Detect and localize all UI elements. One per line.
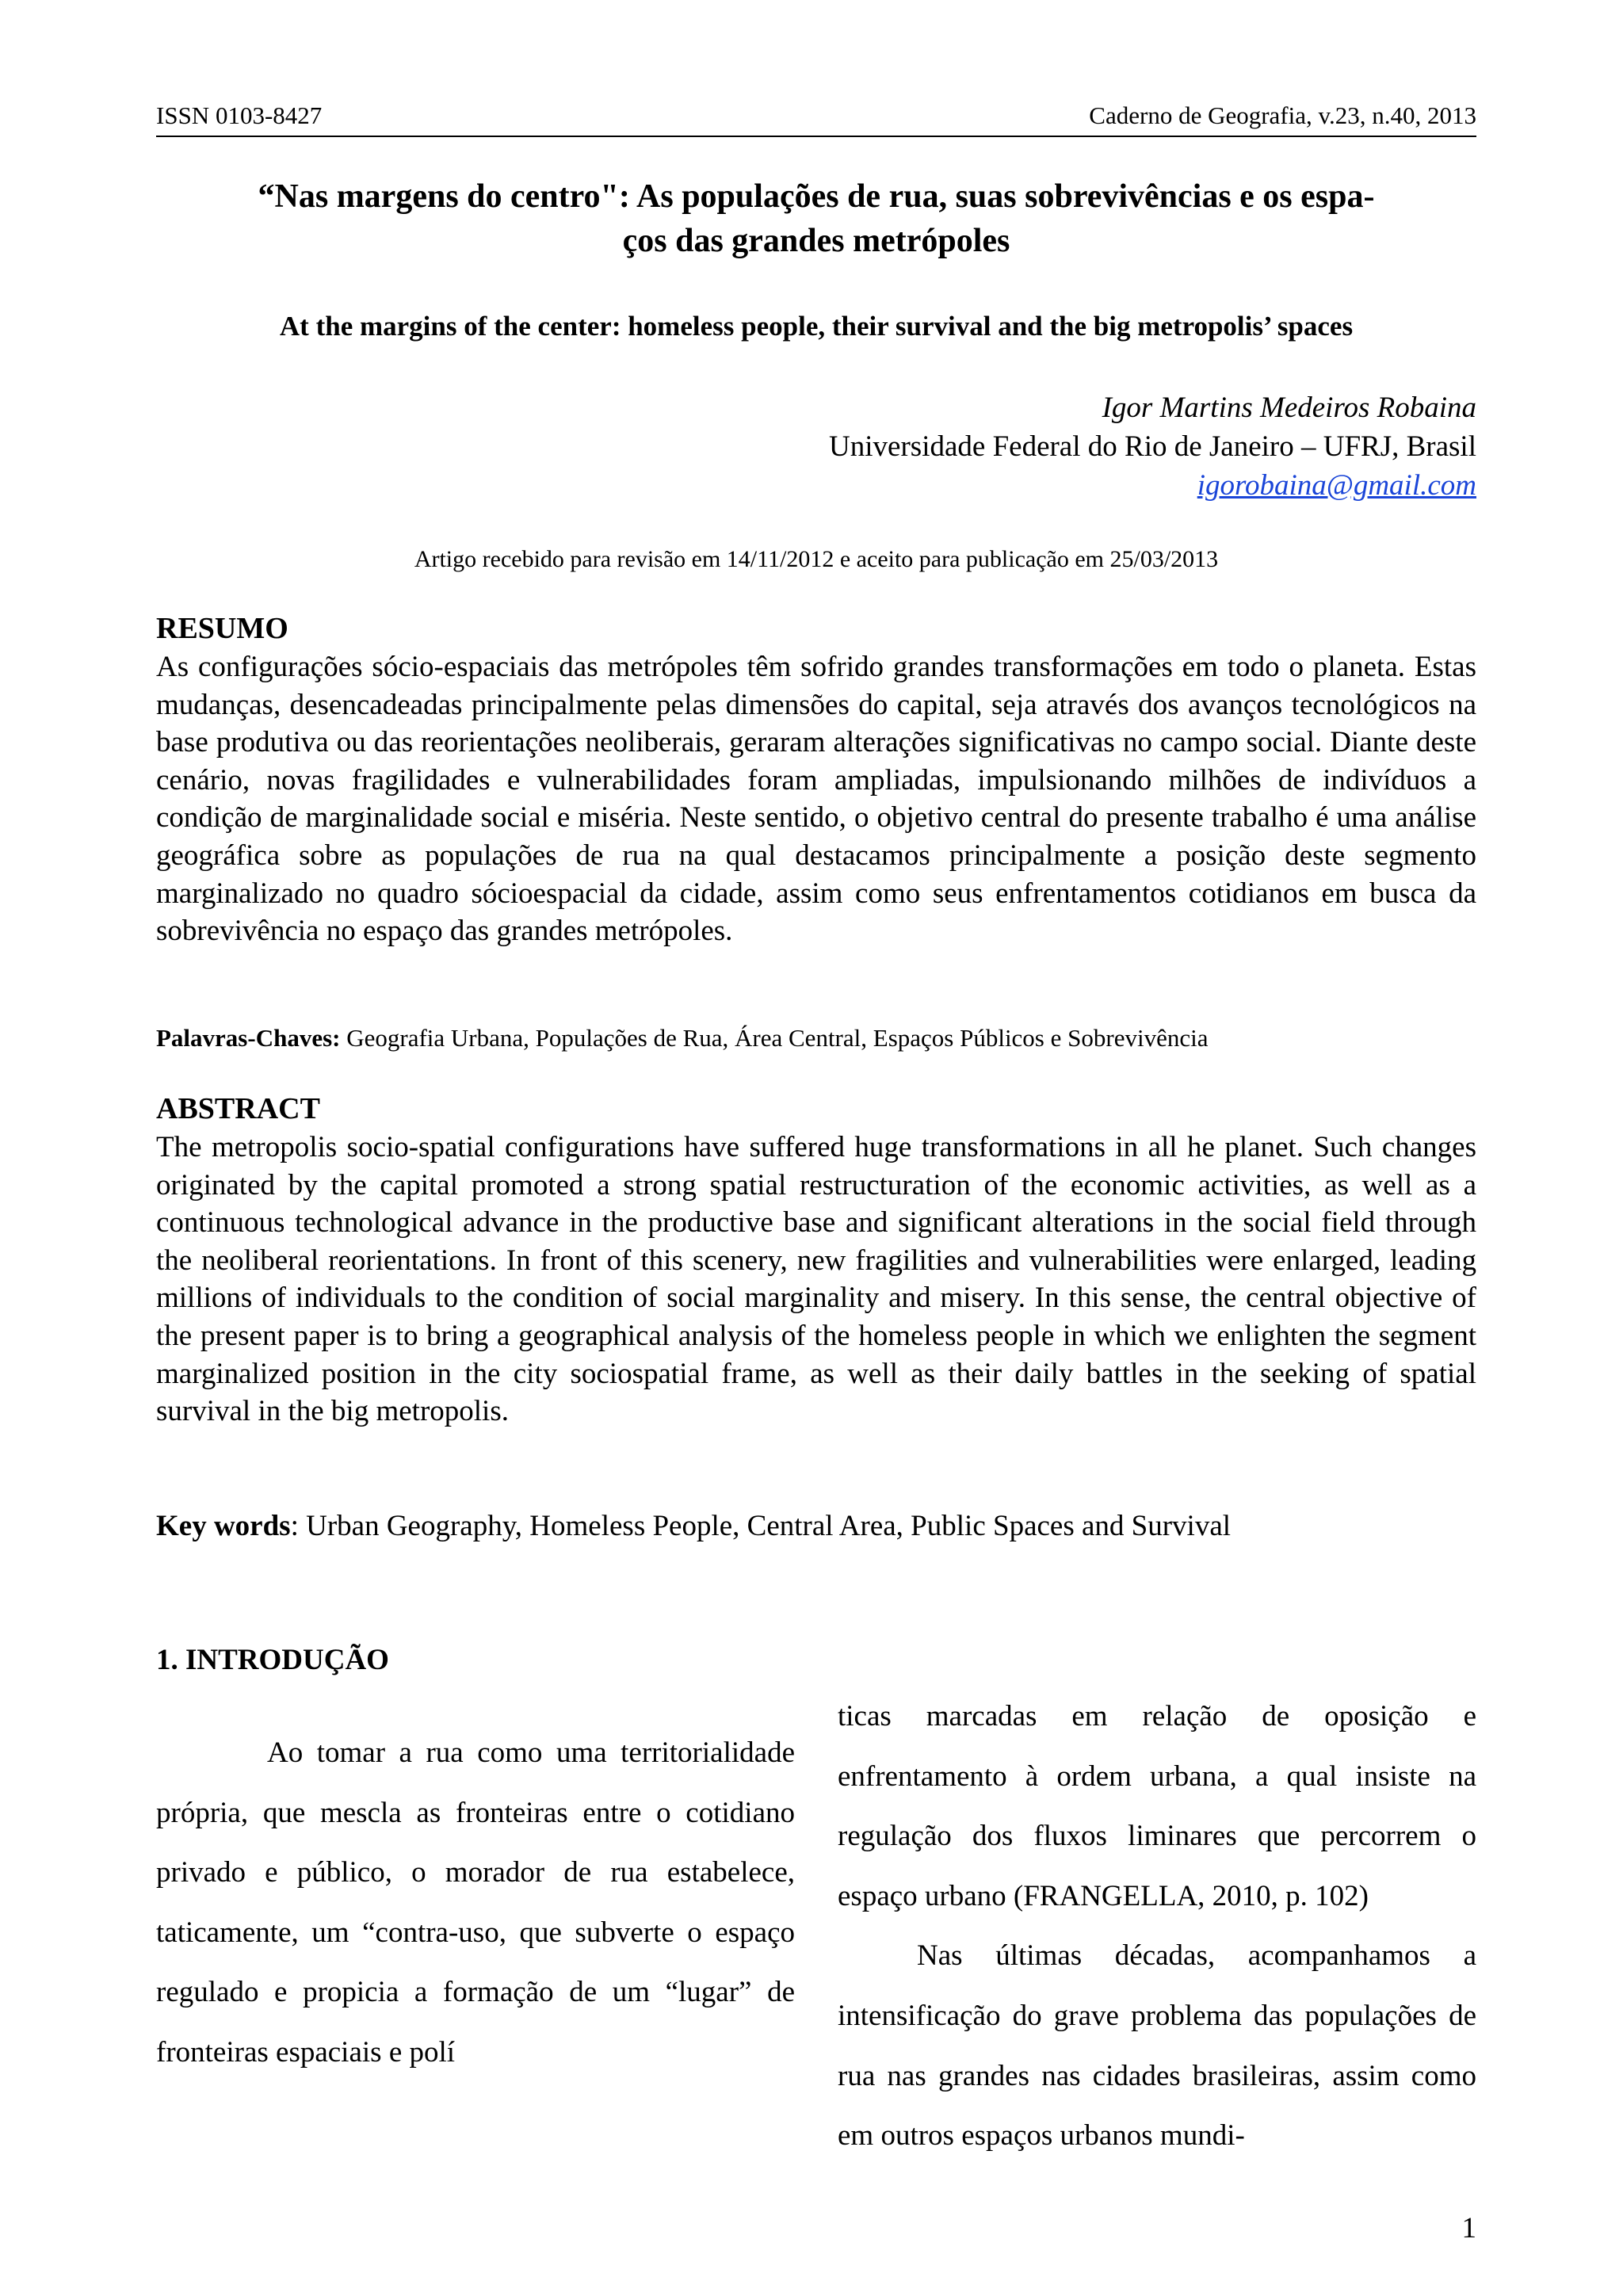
resumo-text: As configurações sócio-espaciais das metrópoles têm sofrido grandes transformações em todo o planeta. Estas mudanças, desencadeadas principalmente pelas dimensões do capital, seja através dos avanços tecnológicos na base produtiva ou das reorientações neoliberais, geraram alterações significativas no campo social. Diante deste cenário, novas fragilidades e vulnerabilidades foram ampliadas, impulsionando milhões de indivíduos a condição de marginalidade social e miséria. Neste sentido, o objetivo central do presente trabalho é uma análise geográfica sobre as populações de rua na qual destacamos principalmente a posição deste segmento marginalizado no quadro sócioespacial da cidade, assim como seus enfrentamentos cotidianos em busca da sobrevivência no espaço das grandes metrópoles. bbox=[156, 651, 1476, 948]
section-heading-introducao: 1. INTRODUÇÃO bbox=[156, 1644, 389, 1676]
issn: ISSN 0103-8427 bbox=[156, 101, 323, 129]
title-line-1: “Nas margens do centro": As populações de rua, suas sobrevivências e os espa- bbox=[258, 178, 1375, 215]
key-words-list: : Urban Geography, Homeless People, Central Area, Public Spaces and Survival bbox=[290, 1510, 1232, 1542]
author-name: Igor Martins Medeiros Robaina bbox=[1102, 392, 1476, 424]
author-block bbox=[525, 388, 1476, 505]
resumo-heading: RESUMO bbox=[156, 612, 288, 645]
key-words bbox=[156, 1509, 1476, 1544]
header-rule bbox=[156, 136, 1476, 137]
column-left bbox=[156, 1723, 795, 2083]
palavras-chaves bbox=[156, 1021, 1476, 1056]
paragraph: ticas marcadas em relação de oposição e enfrentamento à ordem urbana, a qual insiste na regulação dos fluxos liminares que percorrem o espaço urbano (FRANGELLA, 2010, p. 102) bbox=[838, 1700, 1476, 1912]
paper-title bbox=[156, 174, 1476, 263]
paragraph: Ao tomar a rua como uma territorialidade própria, que mescla as fronteiras entre o cotidiano privado e público, o morador de rua estabelece, taticamente, um “contra-uso, que subverte o espaço regulado e propicia a formação de um “lugar” de fronteiras espaciais e polí bbox=[156, 1736, 795, 2069]
paragraph: Nas últimas décadas, acompanhamos a intensificação do grave problema das populações de rua nas grandes nas cidades brasileiras, assim como em outros espaços urbanos mundi- bbox=[838, 1939, 1476, 2153]
page-number: 1 bbox=[1461, 2212, 1476, 2244]
title-line-2: ços das grandes metrópoles bbox=[622, 223, 1010, 259]
english-title: At the margins of the center: homeless people, their survival and the big metropolis’ spaces bbox=[279, 311, 1354, 342]
abstract-heading: ABSTRACT bbox=[156, 1092, 320, 1125]
journal-citation: Caderno de Geografia, v.23, n.40, 2013 bbox=[1089, 101, 1476, 129]
received-note: Artigo recebido para revisão em 14/11/2012 e aceito para publicação em 25/03/2013 bbox=[414, 546, 1219, 572]
column-right bbox=[838, 1687, 1476, 2166]
author-affiliation: Universidade Federal do Rio de Janeiro – UFRJ, Brasil bbox=[829, 430, 1476, 463]
running-header bbox=[156, 101, 1476, 130]
palavras-chaves-label: Palavras-Chaves: bbox=[156, 1024, 341, 1052]
abstract-text: The metropolis socio-spatial configurations have suffered huge transformations in all he planet. Such changes originated by the capital promoted a strong spatial restructuration of the economic activities, as well as a continuous technological advance in the productive base and significant alterations in the social field through the neoliberal reorientations. In front of this scenery, new fragilities and vulnerabilities were enlarged, leading millions of individuals to the condition of social marginality and misery. In this sense, the central objective of the present paper is to bring a geographical analysis of the homeless people in which we enlighten the segment marginalized position in the city sociospatial frame, as well as their daily battles in the seeking of spatial survival in the big metropolis. bbox=[156, 1131, 1476, 1428]
author-email-link[interactable]: igorobaina@gmail.com bbox=[1197, 469, 1476, 502]
key-words-label: Key words bbox=[156, 1510, 291, 1542]
palavras-chaves-list: Geografia Urbana, Populações de Rua, Área Central, Espaços Públicos e Sobrevivência bbox=[346, 1024, 1209, 1052]
